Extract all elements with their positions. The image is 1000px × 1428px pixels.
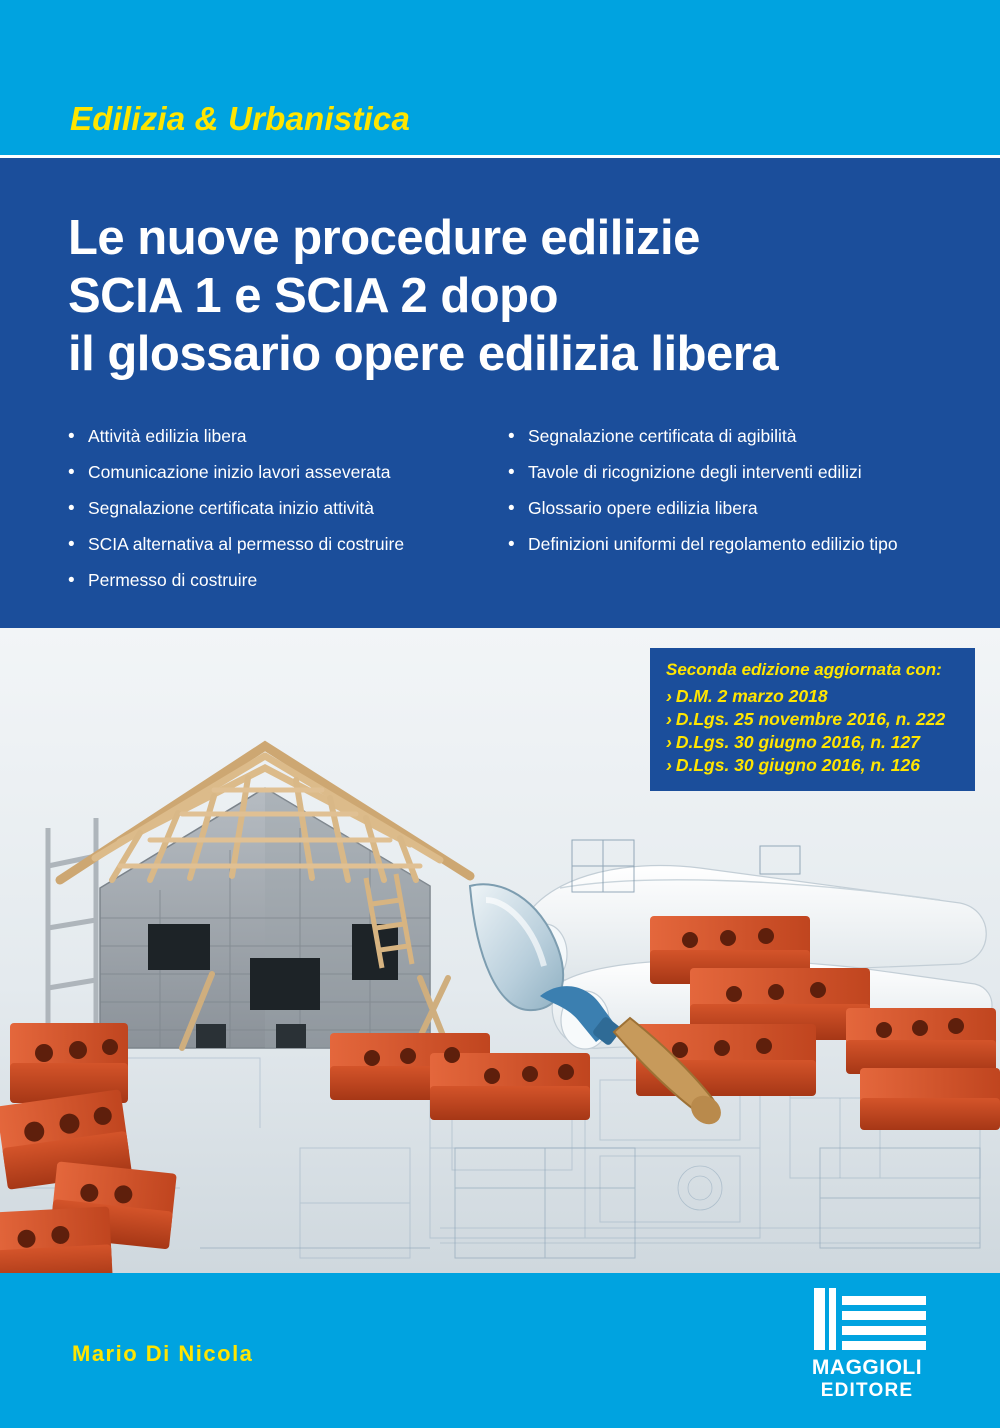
logo-bar: [842, 1311, 926, 1320]
list-item: • Segnalazione certificata di agibilità: [508, 425, 948, 448]
edition-item-label: D.Lgs. 30 giugno 2016, n. 126: [675, 755, 920, 776]
logo-bar: [842, 1326, 926, 1335]
edition-heading: Seconda edizione aggiornata con:: [666, 660, 942, 679]
maggioli-mark-icon: [808, 1288, 926, 1350]
feature-list: [68, 425, 948, 605]
publisher-subtitle: EDITORE: [820, 1379, 914, 1401]
edition-item-label: D.Lgs. 25 novembre 2016, n. 222: [675, 709, 946, 730]
page-title: [68, 210, 948, 383]
logo-bar: [842, 1296, 926, 1305]
chevron-right-icon: ›: [666, 755, 672, 776]
list-item: • Glossario opere edilizia libera: [508, 497, 948, 520]
list-item: • Attività edilizia libera: [68, 425, 508, 448]
logo-stem-secondary: [829, 1288, 836, 1350]
title-line-1: Le nuove procedure edilizie: [68, 211, 700, 265]
edition-item: [666, 754, 959, 777]
logo-stem: [814, 1288, 825, 1350]
series-title: Edilizia & Urbanistica: [70, 100, 410, 137]
list-item: • SCIA alternativa al permesso di costruire: [68, 533, 508, 556]
list-item: • Definizioni uniformi del regolamento edilizio tipo: [508, 533, 948, 556]
list-item: • Segnalazione certificata inizio attività: [68, 497, 508, 520]
edition-badge: [650, 648, 975, 791]
edition-item-label: D.M. 2 marzo 2018: [675, 686, 828, 706]
chevron-right-icon: ›: [666, 732, 672, 753]
list-item: • Tavole di ricognizione degli interventi edilizi: [508, 461, 948, 484]
chevron-right-icon: ›: [666, 709, 672, 730]
title-line-3: il glossario opere edilizia libera: [68, 326, 779, 381]
edition-item: [666, 685, 959, 708]
cover-photo: [0, 628, 1000, 1273]
logo-bar: [842, 1341, 926, 1350]
title-line-2: SCIA 1 e SCIA 2 dopo: [68, 268, 559, 323]
list-item: • Permesso di costruire: [68, 569, 508, 592]
chevron-right-icon: ›: [666, 686, 672, 706]
edition-item-label: D.Lgs. 30 giugno 2016, n. 127: [675, 732, 920, 753]
publisher-logo: [792, 1288, 942, 1401]
author-name: Mario Di Nicola: [72, 1341, 254, 1366]
edition-item: [666, 731, 959, 754]
feature-list-right-column: [508, 425, 948, 605]
list-item: • Comunicazione inizio lavori asseverata: [68, 461, 508, 484]
feature-list-left-column: [68, 425, 508, 605]
edition-item: [666, 708, 959, 731]
publisher-name: MAGGIOLI: [811, 1356, 923, 1379]
